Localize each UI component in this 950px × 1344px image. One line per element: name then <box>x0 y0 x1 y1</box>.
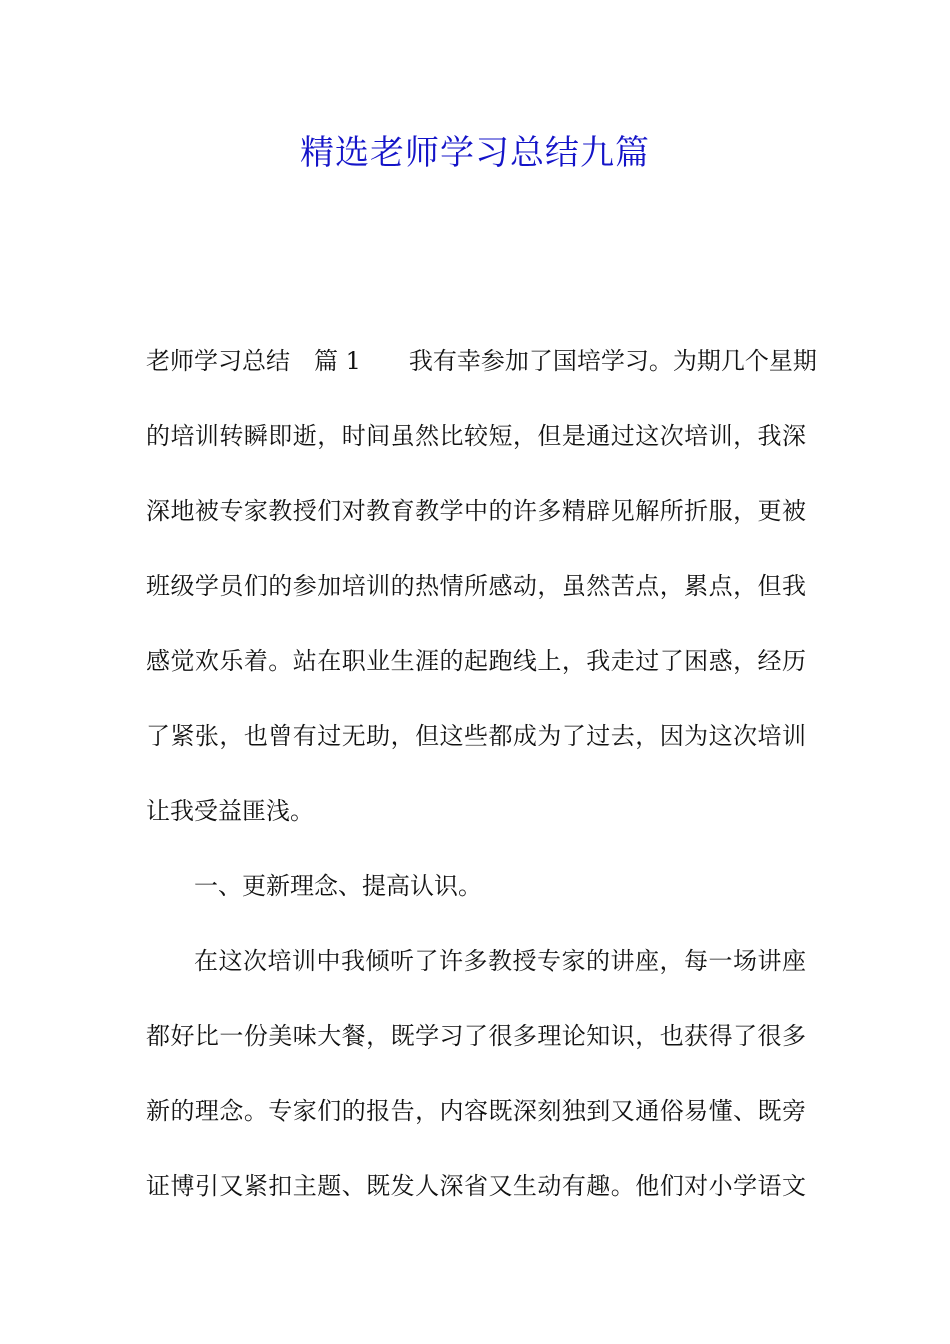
paragraph-line-1 <box>146 343 817 379</box>
paragraph-line-7: 让我受益匪浅。 <box>146 797 314 825</box>
document-title: 精选老师学习总结九篇 <box>300 133 650 173</box>
section-heading: 一、更新理念、提高认识。 <box>194 872 482 900</box>
paragraph-line-5: 感觉欢乐着。站在职业生涯的起跑线上，我走过了困惑，经历 <box>146 647 806 675</box>
paragraph-line-11: 新的理念。专家们的报告，内容既深刻独到又通俗易懂、既旁 <box>146 1097 806 1125</box>
paragraph-line-6: 了紧张，也曾有过无助，但这些都成为了过去，因为这次培训 <box>146 722 806 750</box>
section-label: 老师学习总结 <box>146 347 290 375</box>
paragraph-text: 我有幸参加了国培学习。为期几个星期 <box>408 347 817 375</box>
paragraph-line-3: 深地被专家教授们对教育教学中的许多精辟见解所折服，更被 <box>146 497 806 525</box>
paragraph-line-2: 的培训转瞬即逝，时间虽然比较短，但是通过这次培训，我深 <box>146 422 806 450</box>
paragraph-line-12: 证博引又紧扣主题、既发人深省又生动有趣。他们对小学语文 <box>146 1172 806 1200</box>
paragraph-line-9: 在这次培训中我倾听了许多教授专家的讲座，每一场讲座 <box>194 947 806 975</box>
paragraph-line-4: 班级学员们的参加培训的热情所感动，虽然苦点，累点，但我 <box>146 572 806 600</box>
section-number: 篇 1 <box>314 347 361 375</box>
paragraph-line-10: 都好比一份美味大餐，既学习了很多理论知识，也获得了很多 <box>146 1022 806 1050</box>
